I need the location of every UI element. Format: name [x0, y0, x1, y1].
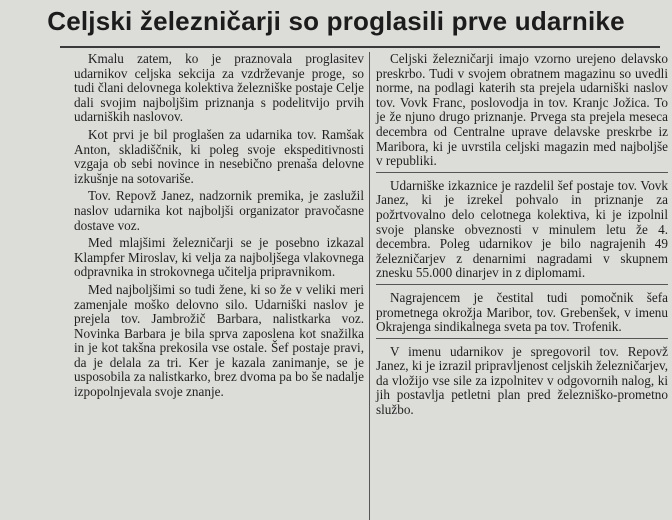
left-paragraph-4: Med mlajšimi železničarji se je posebno izkazal Klampfer Miroslav, ki velja za najboljšega vlakovnega odpravnika in strokovnega učitelja pripravnikom.: [74, 235, 364, 280]
right-column: [376, 52, 668, 420]
left-paragraph-1: Kmalu zatem, ko je praznovala proglasitev udarnikov celjska sekcija za vzdrževanje proge, so tudi člani delovnega kolektiva železniške postaje Celje dali svojim najboljšim priznanja s podelitvijo prvih udarniških naslovov.: [74, 51, 364, 125]
paragraph-rule-1: [376, 172, 668, 173]
right-paragraph-1: Celjski železničarji imajo vzorno urejeno delavsko preskrbo. Tudi v svojem obratnem magazinu so uvedli norme, na podlagi katerih sta prejela udarniški naslov tov. Vovk Franc, poslovodja in tov. Kranjc Jožica. To je že njuno drugo priznanje. Prvega sta prejela meseca decembra od Centralne uprave delavske preskrbe iz Maribora, ki je uvrstila celjski magazin med najboljše v republiki.: [376, 51, 668, 169]
headline-rule: [60, 46, 660, 48]
right-paragraph-2: Udarniške izkaznice je razdelil šef postaje tov. Vovk Janez, ki je izrekel pohvalo in priznanje za požrtvovalno delo celotnega kolektiva, ki je izpolnil svoje planske obveznosti v minulem letu že 4. decembra. Poleg udarnikov je bilo nagrajenih 49 železničarjev z denarnimi nagradami v skupnem znesku 55.000 dinarjev in z diplomami.: [376, 177, 668, 281]
paragraph-rule-2: [376, 284, 668, 285]
article-headline: Celjski železničarji so proglasili prve udarnike: [47, 6, 625, 36]
right-paragraph-3: Nagrajencem je čestital tudi pomočnik šefa prometnega okrožja Maribor, tov. Grebenšek, v imenu Okrajenga sindikalnega sveta pa tov. Trofenik.: [376, 289, 668, 335]
left-paragraph-2: Kot prvi je bil proglašen za udarnika tov. Ramšak Anton, skladiščnik, ki poleg svoje ekspeditivnosti vzgaja ob sebi novince in nesebično prenaša delovne izkušnje na sotovariše.: [74, 126, 364, 186]
left-paragraph-3: Tov. Repovž Janez, nadzornik premika, je zaslužil naslov udarnika kot najboljši organizator pravočasne dostave voz.: [74, 188, 364, 233]
column-divider: [369, 52, 370, 520]
paragraph-rule-3: [376, 338, 668, 339]
left-paragraph-5: Med najboljšimi so tudi žene, ki so že v veliki meri zamenjale moško delovno silo. Udarniški naslov je prejela tov. Jambrožič Barbara, nalistkarka voz. Novinka Barbara je bila sprva zaposlena kot snažilka in je kot takšna prekosila vse ostale. Šef postaje pravi, da je delala za tri. Ker je kazala zanimanje, se je usposobila za nalistkarko, brez dvoma pa bo še nadalje izpopolnjevala svoje znanje.: [74, 281, 364, 400]
left-column: [74, 52, 364, 403]
right-paragraph-4: V imenu udarnikov je spregovoril tov. Repovž Janez, ki je izrazil pripravljenost celjskih železničarjev, da vložijo vse sile za izpolnitev v odgovornih nalog, ki jih postavlja petletni plan pred železniško-prometno službo.: [376, 343, 668, 418]
